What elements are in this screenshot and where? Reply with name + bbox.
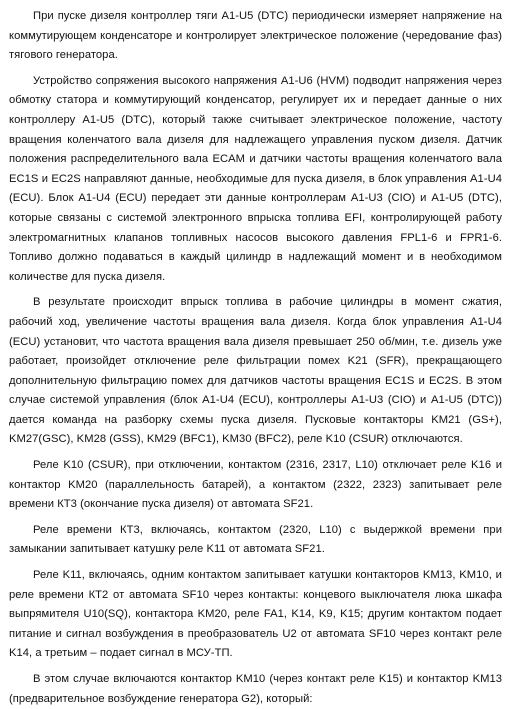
paragraph-6: Реле K11, включаясь, одним контактом запитывает катушки контакторов KM13, KM10, и реле времени КТ2 от автомата SF10 через контакты: концевого выключателя люка шкафа выпрямителя U10(SQ), контактора KM20, реле FA1, K14, K9, K15; другим контактом подает питание и сигнал возбуждения в преобразователь U2 от автомата SF10 через контакт реле K14, а третьим – подает сигнал в МСУ-ТП.	[9, 569, 502, 660]
paragraph-4: Реле K10 (CSUR), при отключении, контактом (2316, 2317, L10) отключает реле K16 и контактор KM20 (параллельность батарей), а контактом (2322, 2323) запитывает реле времени КТ3 (окончание пуска дизеля) от автомата SF21.	[9, 459, 502, 511]
paragraph-2: Устройство сопряжения высокого напряжения A1-U6 (HVM) подводит напряжения через обмотку статора и коммутирующий конденсатор, регулирует их и передает данные о них контроллеру A1-U5 (DTC), который также считывает электрическое положение, частоту вращения коленчатого вала дизеля для надлежащего управления пуском дизеля. Датчик положения распределительного вала ECAM и датчики частоты вращения коленчатого вала EC1S и EC2S направляют данные, необходимые для пуска дизеля, в блок управления A1-U4 (ECU). Блок A1-U4 (ECU) передает эти данные контроллерам A1-U3 (CIO) и A1-U5 (DTC), которые связаны с системой электронного впрыска топлива EFI, контролирующей работу электромагнитных клапанов топливных насосов высокого давления FPL1-6 и FPR1-6. Топливо должно подаваться в каждый цилиндр в надлежащий момент и в необходимом количестве для пуска дизеля.	[9, 74, 502, 283]
paragraph-3: В результате происходит впрыск топлива в рабочие цилиндры в момент сжатия, рабочий ход, увеличение частоты вращения вала дизеля. Когда блок управления A1-U4 (ECU) установит, что частота вращения вала дизеля превышает 250 об/мин, т.е. дизель уже работает, произойдет отключение реле фильтрации помех K21 (SFR), прекращающего дополнительную фильтрацию помех для датчиков частоты вращения EC1S и EC2S. В этом случае системой управления (блок A1-U4 (ECU), контроллеры A1-U3 (CIO) и A1-U5 (DTC)) дается команда на разборку схемы пуска дизеля. Пусковые контакторы KM21 (GS+), KM27(GSC), KM28 (GSS), KM29 (BFC1), KM30 (BFC2), реле K10 (CSUR) отключаются.	[9, 296, 502, 446]
paragraph-7: В этом случае включаются контактор KM10 (через контакт реле K15) и контактор KM13 (предварительное возбуждение генератора G2), который:	[9, 673, 502, 705]
paragraph-1: При пуске дизеля контроллер тяги A1-U5 (DTC) периодически измеряет напряжение на коммутирующем конденсаторе и контролирует электрическое положение (чередование фаз) тягового генератора.	[9, 10, 502, 62]
paragraph-5: Реле времени КТ3, включаясь, контактом (2320, L10) с выдержкой времени при замыкании запитывает катушку реле K11 от автомата SF21.	[9, 523, 502, 556]
